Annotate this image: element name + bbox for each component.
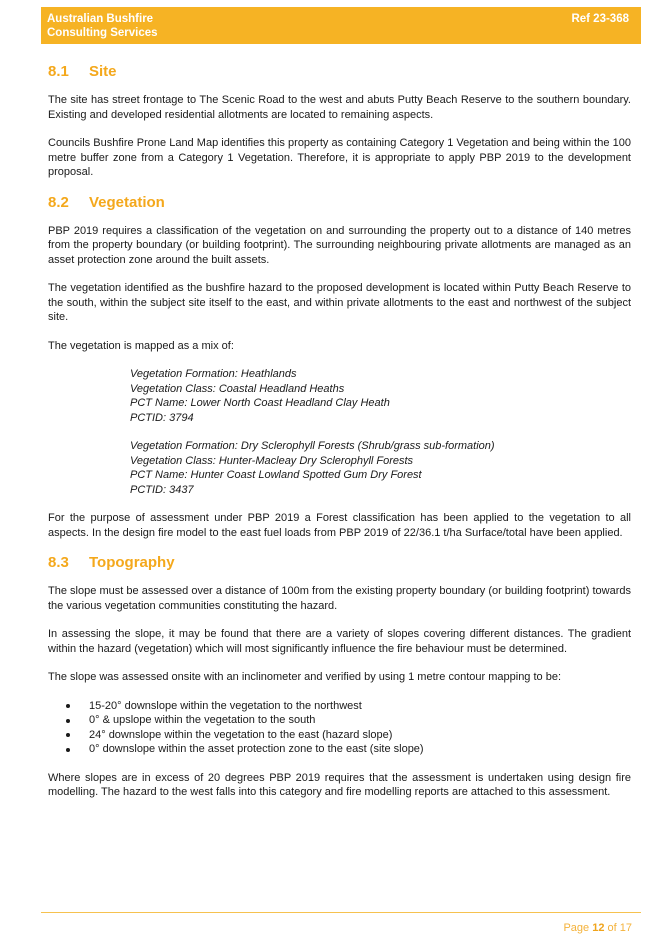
vegetation-class: Vegetation Class: Hunter-Macleay Dry Sclerophyll Forests xyxy=(130,454,414,467)
section-title: Topography xyxy=(89,554,175,571)
organisation-name-line-1: Australian Bushfire xyxy=(47,13,154,25)
paragraph: PBP 2019 requires a classification of the vegetation on and surrounding the property out to a distance of 140 metres from the property boundary (or building footprint). The surrounding neighbouring private allotments are managed as an asset protection zone around the built assets. xyxy=(48,224,631,266)
pct-name: PCT Name: Hunter Coast Lowland Spotted Gum Dry Forest xyxy=(130,469,422,481)
section-number: 8.1 xyxy=(48,63,69,80)
list-item: 24° downslope within the vegetation to the east (hazard slope) xyxy=(64,728,631,743)
vegetation-block-heathlands xyxy=(130,367,631,425)
page-of: of xyxy=(604,922,620,934)
section-number: 8.2 xyxy=(48,193,69,211)
paragraph: Councils Bushfire Prone Land Map identifies this property as containing Category 1 Vegetation and being within the 100 metre buffer zone from a Category 1 Vegetation. Therefore, it is appropriate to apply PBP 2019 to the development proposal. xyxy=(48,137,631,178)
section-title: Site xyxy=(89,63,117,80)
pct-name: PCT Name: Lower North Coast Headland Clay Heath xyxy=(130,397,390,409)
paragraph: The slope was assessed onsite with an inclinometer and verified by using 1 metre contour mapping to be: xyxy=(48,671,562,683)
organisation-name xyxy=(47,12,158,40)
slope-list xyxy=(64,699,631,757)
list-item: 0° & upslope within the vegetation to the south xyxy=(64,713,631,728)
paragraph: In assessing the slope, it may be found that there are a variety of slopes covering different distances. The gradient within the hazard (vegetation) which will most significantly influence the fire behaviour must be determined. xyxy=(48,628,631,655)
pct-id: PCTID: 3794 xyxy=(130,411,194,424)
footer-divider xyxy=(41,912,641,913)
paragraph: Where slopes are in excess of 20 degrees PBP 2019 requires that the assessment is undertaken using design fire modelling. The hazard to the west falls into this category and fire modelling reports are attached to this assessment. xyxy=(48,771,631,798)
paragraph: The vegetation identified as the bushfire hazard to the proposed development is located within Putty Beach Reserve to the south, within the subject site itself to the east, and within private allotments to the east and northwest of the subject site. xyxy=(48,282,631,323)
vegetation-class: Vegetation Class: Coastal Headland Heaths xyxy=(130,382,345,395)
page-total: 17 xyxy=(619,922,632,934)
section-number: 8.3 xyxy=(48,554,69,571)
paragraph: For the purpose of assessment under PBP 2019 a Forest classification has been applied to the vegetation to all aspects. In the design fire model to the east fuel loads from PBP 2019 of 22/36.1 t/ha Surface/total have been applied. xyxy=(48,512,631,539)
document-reference: Ref 23-368 xyxy=(571,13,629,25)
vegetation-formation: Vegetation Formation: Dry Sclerophyll Forests (Shrub/grass sub-formation) xyxy=(130,440,495,452)
section-heading-vegetation xyxy=(48,193,631,213)
page-prefix: Page xyxy=(563,922,593,934)
page-number xyxy=(563,922,632,934)
vegetation-block-dry-sclerophyll xyxy=(130,439,631,497)
page-content xyxy=(48,62,631,800)
paragraph: The site has street frontage to The Scenic Road to the west and abuts Putty Beach Reserve to the southern boundary. Existing and developed residential allotments are located to remaining aspects. xyxy=(48,94,631,121)
paragraph: The vegetation is mapped as a mix of: xyxy=(48,339,234,352)
paragraph: The slope must be assessed over a distance of 100m from the existing property boundary (or building footprint) towards the various vegetation communities constituting the hazard. xyxy=(48,585,631,612)
page-header xyxy=(41,7,641,44)
section-title: Vegetation xyxy=(89,193,165,211)
vegetation-formation: Vegetation Formation: Heathlands xyxy=(130,368,297,380)
pct-id: PCTID: 3437 xyxy=(130,483,194,496)
section-heading-site xyxy=(48,62,631,82)
organisation-name-line-2: Consulting Services xyxy=(47,27,158,39)
section-heading-topography xyxy=(48,553,631,573)
list-item: 0° downslope within the asset protection zone to the east (site slope) xyxy=(64,742,631,757)
list-item: 15-20° downslope within the vegetation to the northwest xyxy=(64,699,631,714)
page-current: 12 xyxy=(592,922,605,934)
